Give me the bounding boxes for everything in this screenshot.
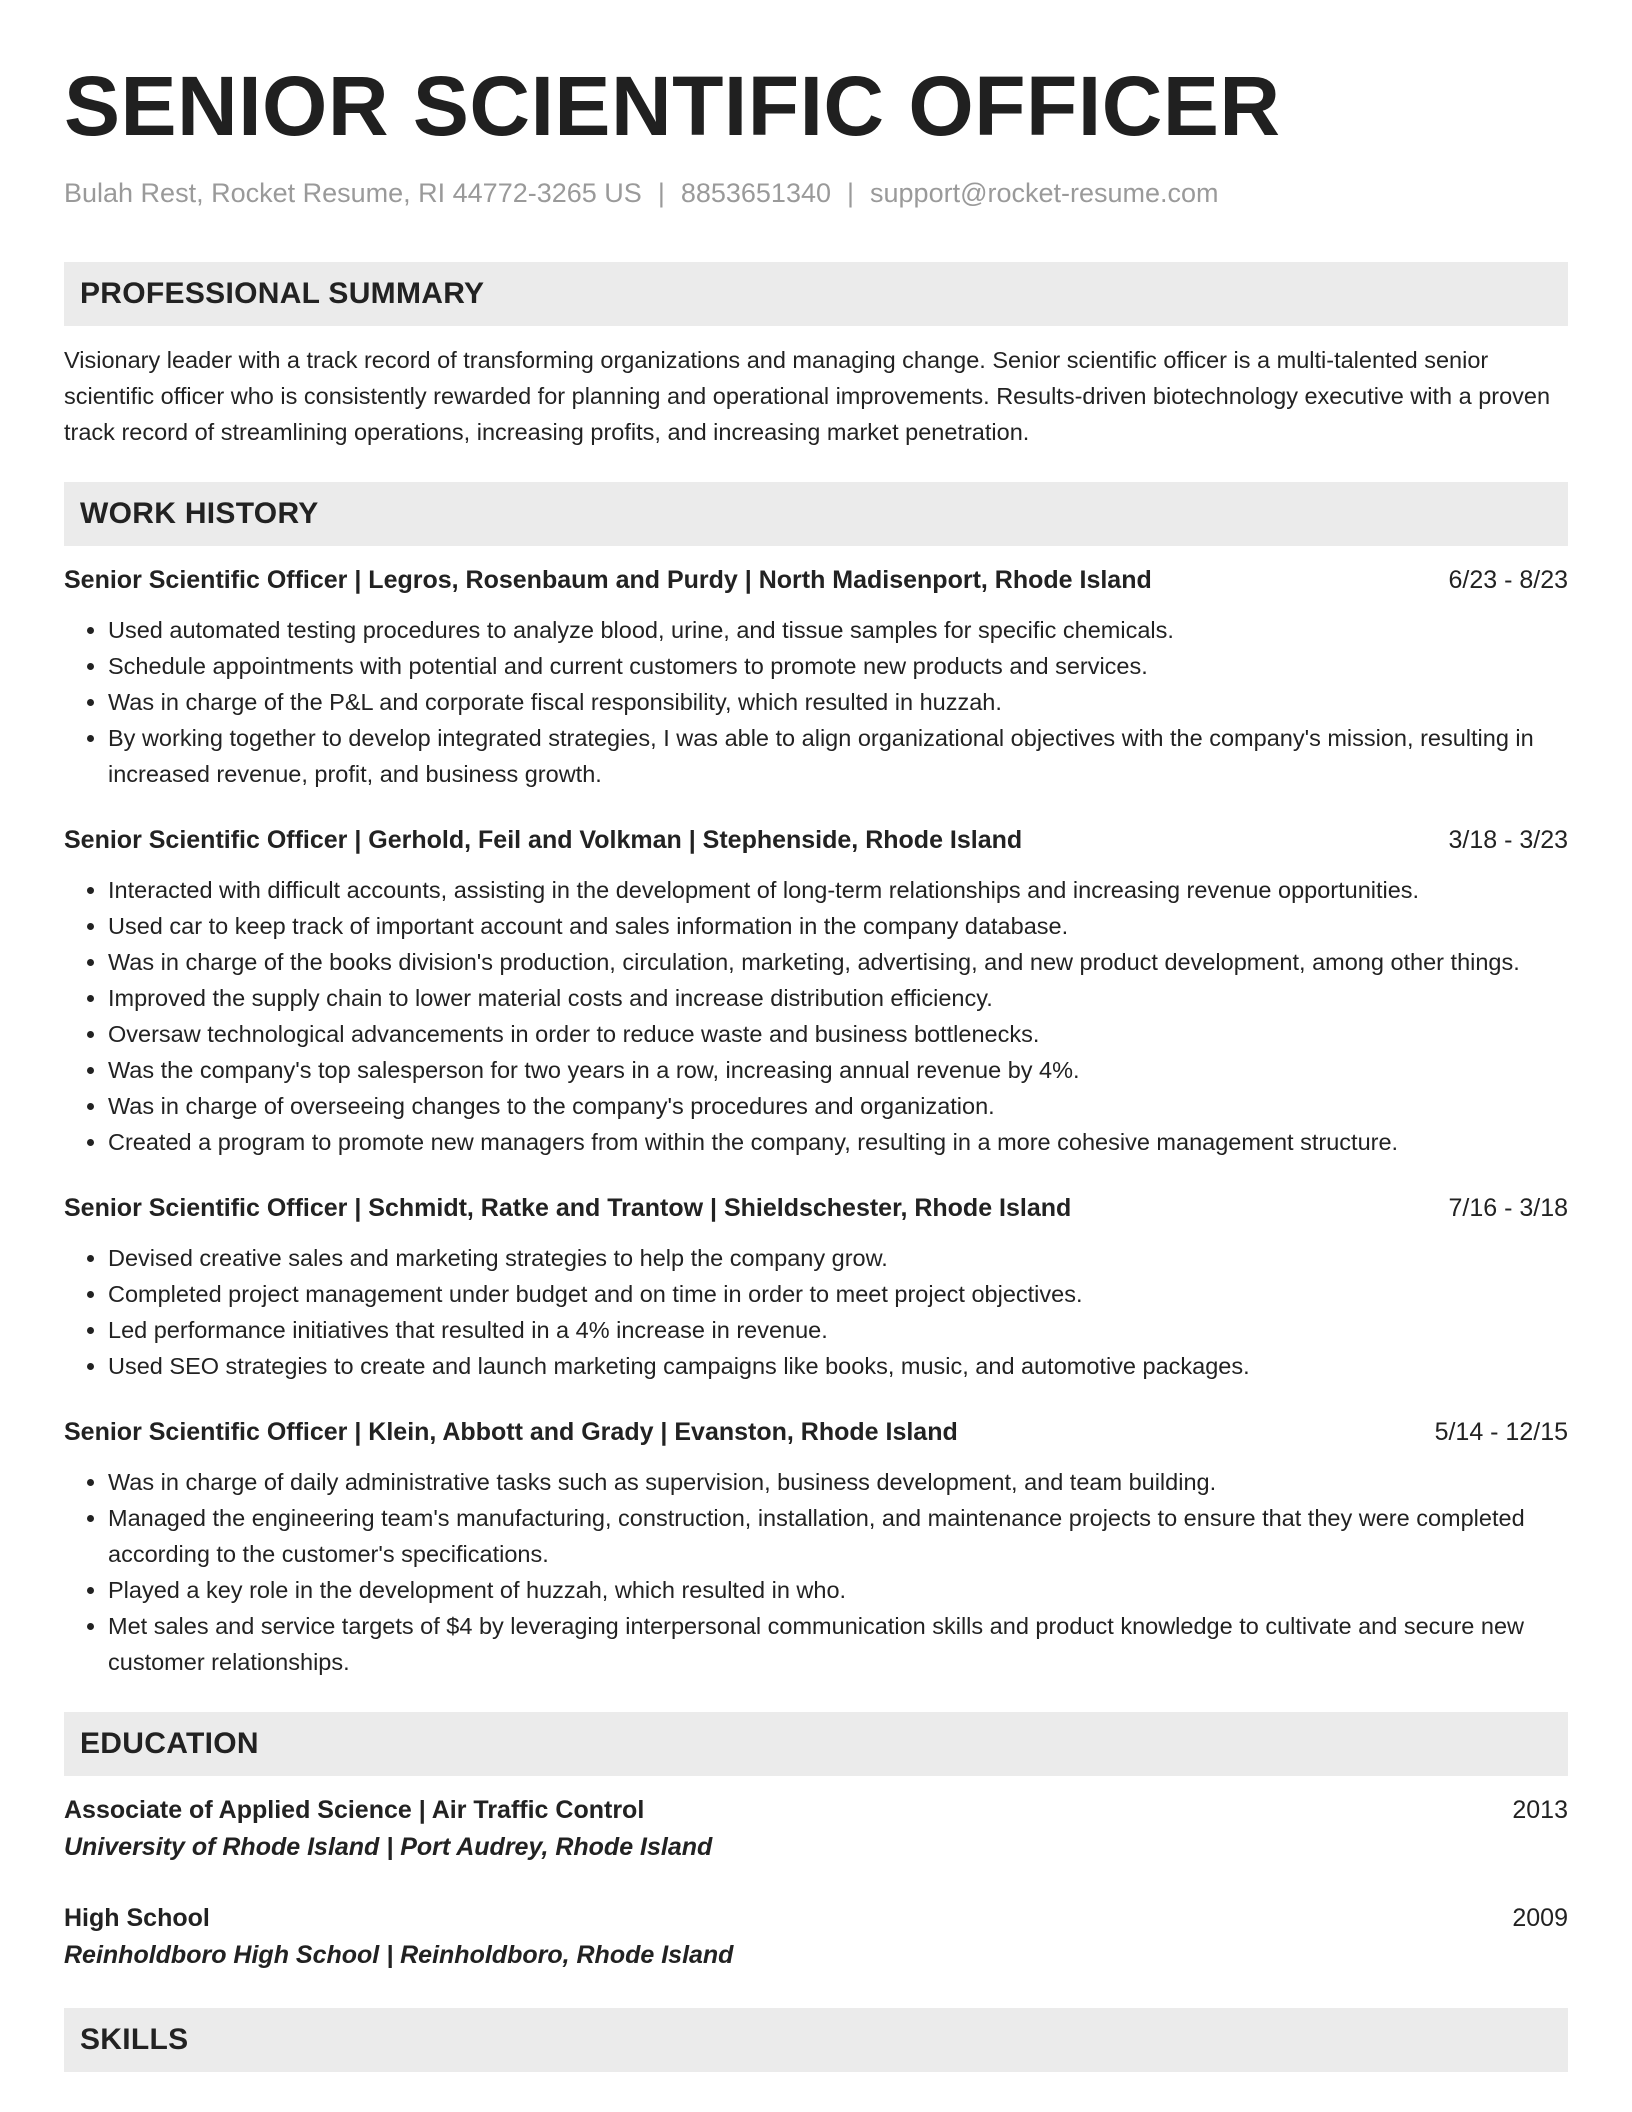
job-bullet: • Was in charge of overseeing changes to the company's procedures and organization. xyxy=(108,1088,1568,1124)
job-header xyxy=(64,562,1568,598)
resume-name: SENIOR SCIENTIFIC OFFICER xyxy=(64,59,1281,153)
job-dates: 5/14 - 12/15 xyxy=(1434,1418,1568,1446)
job-bullet: • Met sales and service targets of $4 by leveraging interpersonal communication skills and product knowledge to cultivate and secure new customer relationships. xyxy=(108,1608,1568,1680)
job-bullet: • Devised creative sales and marketing strategies to help the company grow. xyxy=(108,1240,1568,1276)
job-entry xyxy=(64,562,1568,792)
job-bullet: • Played a key role in the development of huzzah, which resulted in who. xyxy=(108,1572,1568,1608)
job-dates: 3/18 - 3/23 xyxy=(1448,826,1568,854)
job-title: Senior Scientific Officer | Schmidt, Ratke and Trantow | Shieldschester, Rhode Island xyxy=(64,1194,1072,1222)
job-bullets xyxy=(64,1240,1568,1384)
summary-text: Visionary leader with a track record of transforming organizations and managing change. Senior scientific officer is a multi-talented senior scientific officer who is consistently rewarded for planning and operational improvements. Results-driven biotechnology executive with a proven track record of streamlining operations, increasing profits, and increasing market penetration. xyxy=(64,347,1551,445)
job-header xyxy=(64,1190,1568,1226)
job-bullets xyxy=(64,1464,1568,1680)
section-heading-skills: SKILLS xyxy=(64,2008,1568,2072)
job-bullet: • Used SEO strategies to create and launch marketing campaigns like books, music, and automotive packages. xyxy=(108,1348,1568,1384)
job-bullet: • Used car to keep track of important account and sales information in the company database. xyxy=(108,908,1568,944)
job-bullet: • Was the company's top salesperson for two years in a row, increasing annual revenue by 4%. xyxy=(108,1052,1568,1088)
job-title: Senior Scientific Officer | Klein, Abbott and Grady | Evanston, Rhode Island xyxy=(64,1418,958,1446)
education-degree: Associate of Applied Science | Air Traffic Control xyxy=(64,1796,645,1824)
education-school: University of Rhode Island | Port Audrey, Rhode Island xyxy=(64,1833,713,1861)
job-title: Senior Scientific Officer | Gerhold, Feil and Volkman | Stephenside, Rhode Island xyxy=(64,826,1023,854)
education-school: Reinholdboro High School | Reinholdboro, Rhode Island xyxy=(64,1941,734,1969)
job-bullet: • Was in charge of the P&L and corporate fiscal responsibility, which resulted in huzzah. xyxy=(108,684,1568,720)
job-bullet: • Used automated testing procedures to analyze blood, urine, and tissue samples for specific chemicals. xyxy=(108,612,1568,648)
education-year: 2013 xyxy=(1512,1796,1568,1824)
job-entry xyxy=(64,822,1568,1160)
job-bullets xyxy=(64,872,1568,1160)
job-bullet: • Improved the supply chain to lower material costs and increase distribution efficiency. xyxy=(108,980,1568,1016)
job-bullet: • By working together to develop integrated strategies, I was able to align organizational objectives with the company's mission, resulting in increased revenue, profit, and business growth. xyxy=(108,720,1568,792)
job-title: Senior Scientific Officer | Legros, Rosenbaum and Purdy | North Madisenport, Rhode Island xyxy=(64,566,1152,594)
contact-address: Bulah Rest, Rocket Resume, RI 44772-3265 US xyxy=(64,178,642,208)
contact-email: support@rocket-resume.com xyxy=(870,178,1219,208)
section-heading-education: EDUCATION xyxy=(64,1712,1568,1776)
section-heading-work-history: WORK HISTORY xyxy=(64,482,1568,546)
education-degree: High School xyxy=(64,1904,210,1932)
education-entry xyxy=(64,1792,1568,1866)
education-entry xyxy=(64,1900,1568,1974)
job-header xyxy=(64,822,1568,858)
education-header xyxy=(64,1792,1568,1828)
job-bullet: • Created a program to promote new managers from within the company, resulting in a more cohesive management structure. xyxy=(108,1124,1568,1160)
job-entry xyxy=(64,1414,1568,1680)
job-bullet: • Oversaw technological advancements in order to reduce waste and business bottlenecks. xyxy=(108,1016,1568,1052)
job-dates: 6/23 - 8/23 xyxy=(1448,566,1568,594)
job-bullet: • Managed the engineering team's manufacturing, construction, installation, and maintenance projects to ensure that they were completed according to the customer's specifications. xyxy=(108,1500,1568,1572)
job-entry xyxy=(64,1190,1568,1384)
job-bullet: • Interacted with difficult accounts, assisting in the development of long-term relationships and increasing revenue opportunities. xyxy=(108,872,1568,908)
job-bullet: • Was in charge of daily administrative tasks such as supervision, business development, and team building. xyxy=(108,1464,1568,1500)
contact-separator: | xyxy=(847,178,855,208)
contact-separator: | xyxy=(657,178,665,208)
job-header xyxy=(64,1414,1568,1450)
job-bullets xyxy=(64,612,1568,792)
section-heading-summary: PROFESSIONAL SUMMARY xyxy=(64,262,1568,326)
contact-phone: 8853651340 xyxy=(680,178,831,208)
education-header xyxy=(64,1900,1568,1936)
education-year: 2009 xyxy=(1512,1904,1568,1932)
contact-line xyxy=(64,176,1568,210)
job-dates: 7/16 - 3/18 xyxy=(1448,1194,1568,1222)
job-bullet: • Led performance initiatives that resulted in a 4% increase in revenue. xyxy=(108,1312,1568,1348)
job-bullet: • Schedule appointments with potential and current customers to promote new products and services. xyxy=(108,648,1568,684)
job-bullet: • Completed project management under budget and on time in order to meet project objectives. xyxy=(108,1276,1568,1312)
job-bullet: • Was in charge of the books division's production, circulation, marketing, advertising, and new product development, among other things. xyxy=(108,944,1568,980)
